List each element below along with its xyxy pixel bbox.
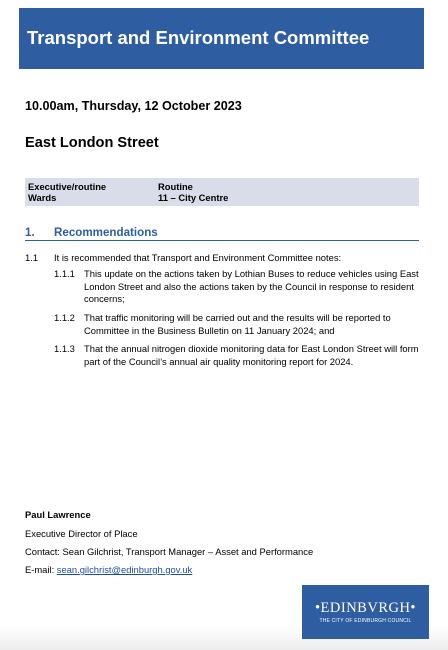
logo-tagline: THE CITY OF EDINBURGH COUNCIL	[319, 618, 412, 624]
meeting-datetime: 10.00am, Thursday, 12 October 2023	[25, 99, 242, 113]
recommendation-text: That the annual nitrogen dioxide monitoring data for East London Street will form part of the Council’s annual air quality monitoring report for 2024.	[84, 343, 419, 367]
report-meta-table	[25, 178, 419, 206]
meta-label-executive-routine: Executive/routine	[28, 181, 107, 192]
recommendation-text: This update on the actions taken by Lothian Buses to reduce vehicles using East London Street and also the actions taken by the Council in response to resident concerns;	[84, 268, 419, 305]
section-number: 1.	[25, 226, 35, 239]
recommendation-number: 1.1.1	[54, 268, 75, 279]
recommendation-number: 1.1.2	[54, 312, 75, 323]
committee-title: Transport and Environment Committee	[27, 27, 370, 48]
email-link[interactable]: sean.gilchrist@edinburgh.gov.uk	[56, 564, 193, 575]
meta-value-routine: Routine	[158, 181, 193, 192]
email-label: E-mail:	[25, 564, 57, 575]
meta-label-wards: Wards	[28, 192, 57, 203]
section-divider	[25, 240, 419, 241]
report-title: East London Street	[25, 135, 159, 151]
section-heading: Recommendations	[54, 226, 158, 239]
meta-value-wards: 11 – City Centre	[158, 192, 229, 203]
paragraph-number: 1.1	[25, 252, 39, 263]
signatory-role: Executive Director of Place	[25, 528, 138, 539]
signatory-name: Paul Lawrence	[25, 509, 91, 520]
recommendation-number: 1.1.3	[54, 343, 75, 354]
recommendation-text: That traffic monitoring will be carried out and the results will be reported to Committee in the Business Bulletin on 11 January 2024; and	[84, 312, 391, 336]
logo-wordmark: •EDINBVRGH•	[314, 600, 417, 616]
council-logo	[302, 585, 429, 639]
header-band	[19, 8, 424, 69]
email-line	[25, 564, 192, 575]
contact-line: Contact: Sean Gilchrist, Transport Manager – Asset and Performance	[25, 546, 314, 557]
paragraph-text: It is recommended that Transport and Environment Committee notes:	[54, 252, 342, 263]
